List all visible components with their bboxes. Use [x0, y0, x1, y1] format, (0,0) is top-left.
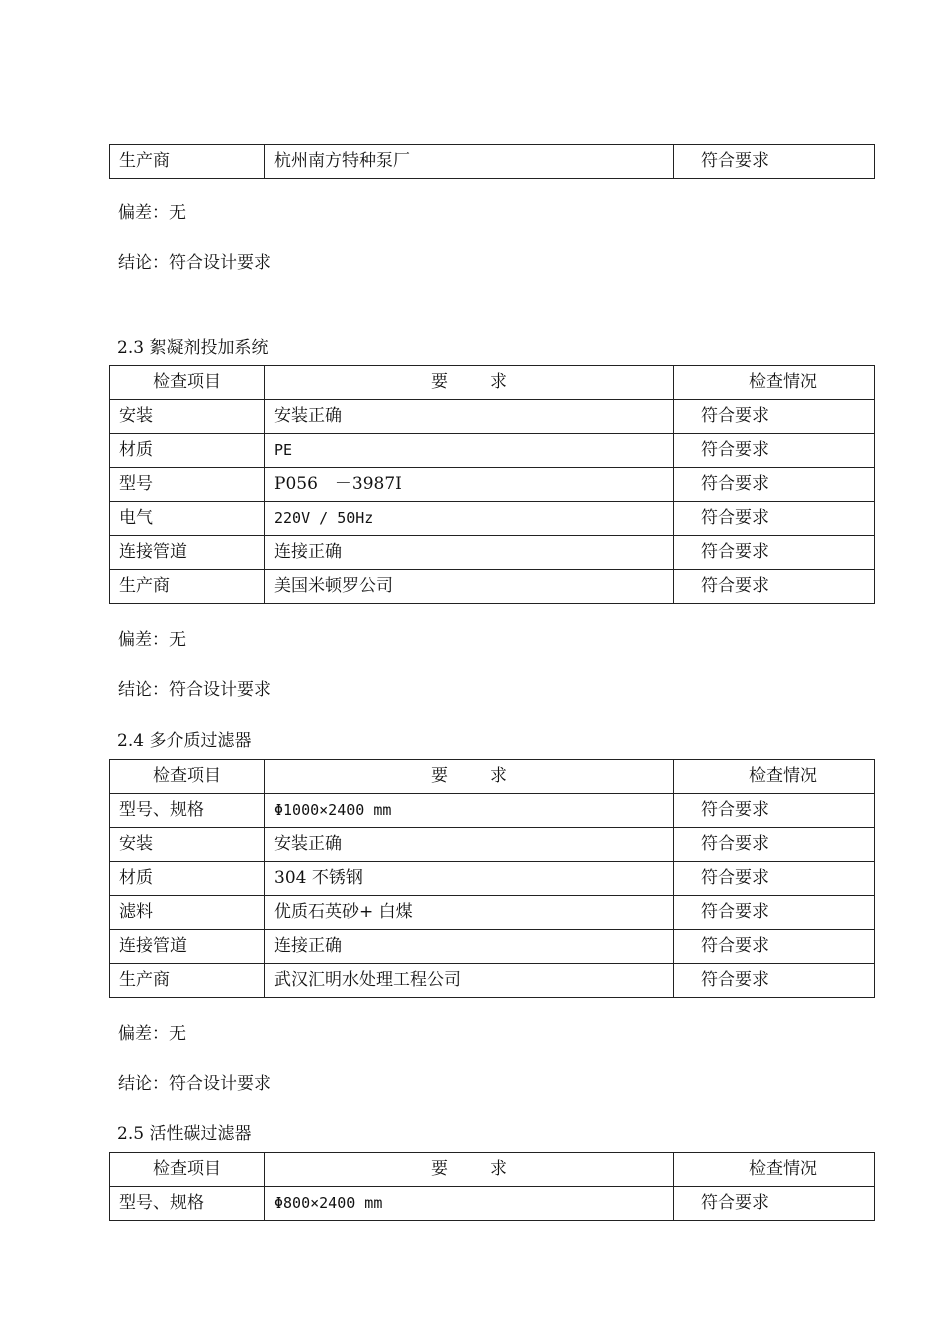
requirement-cell: 304 不锈钢: [265, 862, 674, 896]
item-cell: 安装: [110, 828, 265, 862]
status-cell: 符合要求: [674, 570, 875, 604]
table-header-row: [110, 760, 875, 794]
status-cell: 符合要求: [674, 468, 875, 502]
header-item: 检查项目: [110, 1153, 265, 1187]
item-cell: 型号、规格: [110, 1187, 265, 1221]
requirement-cell: P056 －3987I: [265, 468, 674, 502]
requirement-cell: PE: [265, 434, 674, 468]
item-cell: 滤料: [110, 896, 265, 930]
item-cell: 生产商: [110, 570, 265, 604]
header-status: 检查情况: [674, 1153, 875, 1187]
item-cell: 电气: [110, 502, 265, 536]
table-header-row: [110, 1153, 875, 1187]
status-cell: 符合要求: [674, 828, 875, 862]
table-row: [110, 400, 875, 434]
status-cell: 符合要求: [674, 930, 875, 964]
table-row: [110, 794, 875, 828]
item-cell: 生产商: [110, 964, 265, 998]
requirement-cell: 杭州南方特种泵厂: [265, 145, 674, 179]
header-requirement: 要 求: [265, 366, 674, 400]
requirement-cell: 220V / 50Hz: [265, 502, 674, 536]
requirement-cell: 安装正确: [265, 400, 674, 434]
table-2-3: [109, 365, 875, 604]
requirement-cell: 连接正确: [265, 536, 674, 570]
section-heading-2-4: 2.4 多介质过滤器: [117, 731, 252, 751]
status-cell: 符合要求: [674, 536, 875, 570]
item-cell: 材质: [110, 434, 265, 468]
table-row: [110, 862, 875, 896]
requirement-cell: Φ800×2400 mm: [265, 1187, 674, 1221]
deviation-text: 偏差：无: [118, 1024, 186, 1044]
table-top: [109, 144, 875, 179]
requirement-cell: Φ1000×2400 mm: [265, 794, 674, 828]
conclusion-text: 结论：符合设计要求: [118, 680, 271, 700]
table-row: [110, 502, 875, 536]
table-row: [110, 964, 875, 998]
status-cell: 符合要求: [674, 434, 875, 468]
requirement-cell: 连接正确: [265, 930, 674, 964]
status-cell: 符合要求: [674, 1187, 875, 1221]
deviation-text: 偏差：无: [118, 630, 186, 650]
table-header-row: [110, 366, 875, 400]
table-row: [110, 536, 875, 570]
item-cell: 安装: [110, 400, 265, 434]
item-cell: 材质: [110, 862, 265, 896]
header-status: 检查情况: [674, 366, 875, 400]
header-item: 检查项目: [110, 760, 265, 794]
table-row: [110, 145, 875, 179]
section-heading-2-3: 2.3 絮凝剂投加系统: [117, 338, 269, 358]
item-cell: 型号、规格: [110, 794, 265, 828]
item-cell: 连接管道: [110, 930, 265, 964]
status-cell: 符合要求: [674, 794, 875, 828]
table-2-5: [109, 1152, 875, 1221]
table-row: [110, 468, 875, 502]
table-2-4: [109, 759, 875, 998]
deviation-text: 偏差：无: [118, 203, 186, 223]
status-cell: 符合要求: [674, 502, 875, 536]
table-row: [110, 570, 875, 604]
item-cell: 型号: [110, 468, 265, 502]
table-row: [110, 896, 875, 930]
table-row: [110, 930, 875, 964]
status-cell: 符合要求: [674, 862, 875, 896]
item-cell: 生产商: [110, 145, 265, 179]
status-cell: 符合要求: [674, 964, 875, 998]
table-row: [110, 1187, 875, 1221]
table-row: [110, 828, 875, 862]
conclusion-text: 结论：符合设计要求: [118, 1074, 271, 1094]
requirement-cell: 美国米顿罗公司: [265, 570, 674, 604]
item-cell: 连接管道: [110, 536, 265, 570]
requirement-cell: 武汉汇明水处理工程公司: [265, 964, 674, 998]
section-heading-2-5: 2.5 活性碳过滤器: [117, 1124, 252, 1144]
status-cell: 符合要求: [674, 400, 875, 434]
header-requirement: 要 求: [265, 760, 674, 794]
conclusion-text: 结论：符合设计要求: [118, 253, 271, 273]
header-item: 检查项目: [110, 366, 265, 400]
header-status: 检查情况: [674, 760, 875, 794]
table-row: [110, 434, 875, 468]
status-cell: 符合要求: [674, 145, 875, 179]
requirement-cell: 安装正确: [265, 828, 674, 862]
requirement-cell: 优质石英砂+ 白煤: [265, 896, 674, 930]
status-cell: 符合要求: [674, 896, 875, 930]
header-requirement: 要 求: [265, 1153, 674, 1187]
